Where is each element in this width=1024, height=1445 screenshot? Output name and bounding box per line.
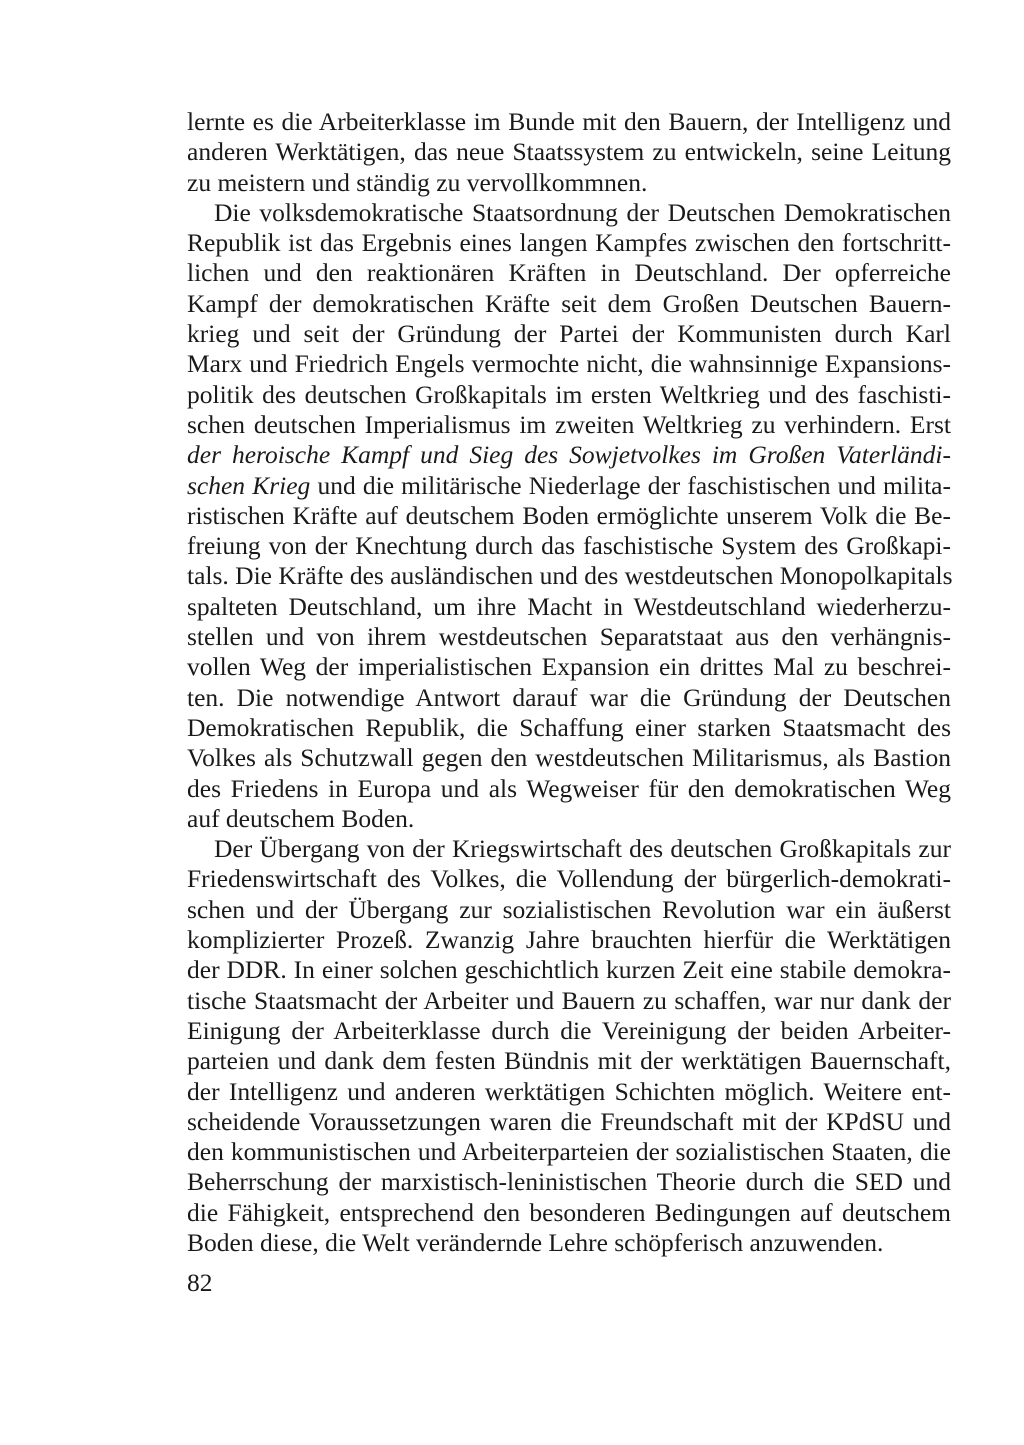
text-line: Volkes als Schutzwall gegen den westdeutschen Militarismus, als Bastion	[187, 743, 951, 773]
text-line: parteien und dank dem festen Bündnis mit der werktätigen Bauernschaft,	[187, 1046, 951, 1076]
text-line: Friedenswirtschaft des Volkes, die Vollendung der bürgerlich-demokrati-	[187, 864, 951, 894]
text-line: politik des deutschen Großkapitals im ersten Weltkrieg und des faschisti-	[187, 379, 951, 409]
text-line: schen und der Übergang zur sozialistischen Revolution war ein äußerst	[187, 894, 951, 924]
italic-text: schen Krieg	[187, 470, 311, 500]
text-line: Demokratischen Republik, die Schaffung einer starken Staatsmacht des	[187, 712, 951, 742]
body-text	[187, 107, 951, 1258]
text-line: tals. Die Kräfte des ausländischen und des westdeutschen Monopolkapitals	[187, 561, 953, 591]
text-line: der Intelligenz und anderen werktätigen Schichten möglich. Weitere ent-	[187, 1076, 951, 1106]
text-line: krieg und seit der Gründung der Partei der Kommunisten durch Karl	[187, 319, 951, 349]
text-line: komplizierter Prozeß. Zwanzig Jahre brauchten hierfür die Werktätigen	[187, 925, 951, 955]
text-line: schen deutschen Imperialismus im zweiten Weltkrieg zu verhindern. Erst	[187, 409, 951, 439]
text-line: Marx und Friedrich Engels vermochte nicht, die wahnsinnige Expansions-	[187, 349, 951, 379]
page-number: 82	[187, 1268, 213, 1297]
text-line: anderen Werktätigen, das neue Staatssystem zu entwickeln, seine Leitung	[187, 137, 951, 167]
text-line: lichen und den reaktionären Kräften in Deutschland. Der opferreiche	[187, 258, 951, 288]
text-line: tische Staatsmacht der Arbeiter und Bauern zu schaffen, war nur dank der	[187, 985, 951, 1015]
paragraph-first-line: Die volksdemokratische Staatsordnung der Deutschen Demokratischen	[214, 197, 951, 227]
text-line: der DDR. In einer solchen geschichtlich kurzen Zeit eine stabile demokra-	[187, 955, 951, 985]
paragraph-first-line: Der Übergang von der Kriegswirtschaft des deutschen Großkapitals zur	[214, 834, 951, 864]
text-line: lernte es die Arbeiterklasse im Bunde mit den Bauern, der Intelligenz und	[187, 107, 951, 136]
text-line: Kampf der demokratischen Kräfte seit dem Großen Deutschen Bauern-	[187, 288, 951, 318]
text-line: scheidende Voraussetzungen waren die Freundschaft mit der KPdSU und	[187, 1106, 951, 1136]
text-line: Boden diese, die Welt verändernde Lehre schöpferisch anzuwenden.	[187, 1227, 884, 1257]
text-line	[187, 471, 951, 501]
text-line: freiung von der Knechtung durch das faschistische System des Großkapi-	[187, 531, 951, 561]
text-line: vollen Weg der imperialistischen Expansion ein drittes Mal zu beschrei-	[187, 652, 951, 682]
text-line: des Friedens in Europa und als Wegweiser für den demokratischen Weg	[187, 773, 951, 803]
text-line: die Fähigkeit, entsprechend den besonderen Bedingungen auf deutschem	[187, 1197, 951, 1227]
text-line: den kommunistischen und Arbeiterparteien der sozialistischen Staaten, die	[187, 1137, 951, 1167]
text-line: stellen und von ihrem westdeutschen Separatstaat aus den verhängnis-	[187, 622, 951, 652]
italic-text-line: der heroische Kampf und Sieg des Sowjetvolkes im Großen Vaterländi-	[187, 440, 951, 470]
text-line: zu meistern und ständig zu vervollkommnen.	[187, 167, 648, 197]
text-line: Republik ist das Ergebnis eines langen Kampfes zwischen den fortschritt-	[187, 228, 951, 258]
text-line: Einigung der Arbeiterklasse durch die Vereinigung der beiden Arbeiter-	[187, 1015, 951, 1045]
text-segment: und die militärische Niederlage der faschistischen und milita-	[310, 470, 951, 500]
text-line: ten. Die notwendige Antwort darauf war die Gründung der Deutschen	[187, 682, 951, 712]
text-line: auf deutschem Boden.	[187, 803, 415, 833]
text-line: spalteten Deutschland, um ihre Macht in Westdeutschland wiederherzu-	[187, 591, 951, 621]
text-line: ristischen Kräfte auf deutschem Boden ermöglichte unserem Volk die Be-	[187, 500, 951, 530]
text-line: Beherrschung der marxistisch-leninistischen Theorie durch die SED und	[187, 1167, 951, 1197]
